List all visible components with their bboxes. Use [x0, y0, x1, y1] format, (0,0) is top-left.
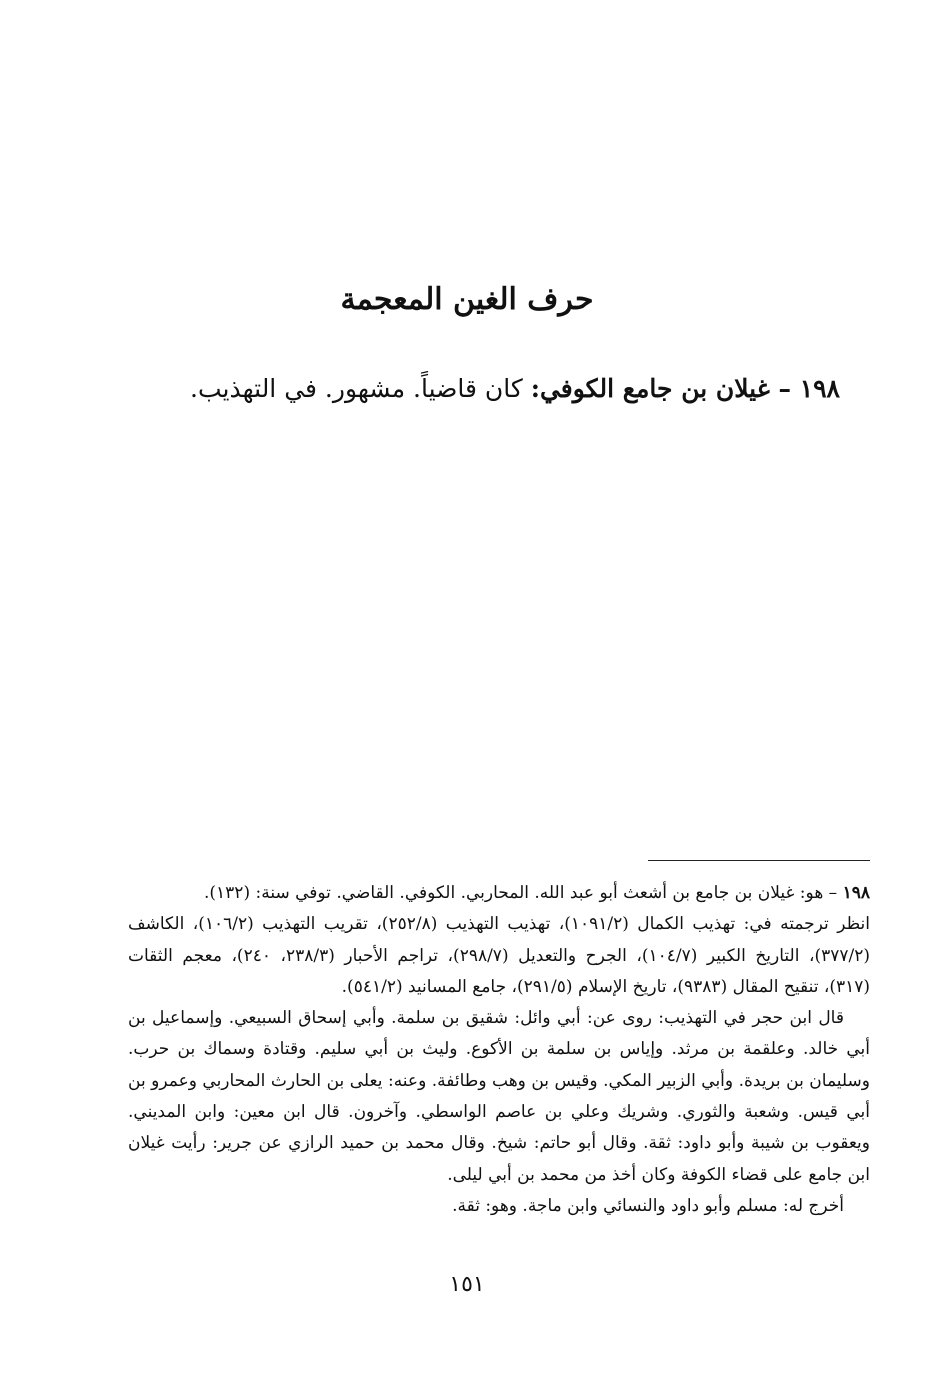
footnote-number: ١٩٨	[842, 883, 870, 903]
footnote-paragraph-2: انظر ترجمته في: تهذيب الكمال (١٠٩١/٢)، تهذيب التهذيب (٢٥٢/٨)، تقريب التهذيب (١٠٦/٢)، الكاشف (٣٧٧/٢)، التاريخ الكبير (١٠٤/٧)، الجرح والتعديل (٢٩٨/٧)، تراجم الأحبار (٢٣٨/٣، ٢٤٠)، معجم الثقات (٣١٧)، تنقيح المقال (٩٣٨٣)، تاريخ الإسلام (٢٩١/٥)، جامع المسانيد (٥٤١/٢).	[128, 914, 871, 997]
chapter-heading: حرف الغين المعجمة	[340, 282, 594, 317]
page-number: ١٥١	[449, 1272, 485, 1297]
footnote-dash: –	[823, 883, 843, 903]
footnote-separator	[648, 860, 870, 861]
entry-dash: –	[769, 374, 800, 403]
footnote-paragraph-3: قال ابن حجر في التهذيب: روى عن: أبي وائل: شقيق بن سلمة. وأبي إسحاق السبيعي. وإسماعيل بن أبي خالد. وعلقمة بن مرثد. وإياس بن سلمة بن الأكوع. وليث بن أبي سليم. وقتادة وسماك بن حرب. وسليمان بن بريدة. وأبي الزبير المكي. وقيس بن وهب وطائفة. وعنه: يعلى بن الحارث المحاربي وعمرو بن أبي قيس. وشعبة والثوري. وشريك وعلي بن عاصم الواسطي. وآخرون. قال ابن معين: وابن المديني. ويعقوب بن شيبة وأبو داود: ثقة. وقال أبو حاتم: شيخ. وقال محمد بن حميد الرازي عن جرير: رأيت غيلان ابن جامع على قضاء الكوفة وكان أخذ من محمد بن أبي ليلى.	[128, 1008, 870, 1185]
entry-name: غيلان بن جامع الكوفي:	[530, 374, 770, 403]
entry-text: كان قاضياً. مشهور. في التهذيب.	[190, 374, 531, 403]
entry-number: ١٩٨	[799, 374, 840, 403]
main-entry	[120, 370, 840, 408]
footnotes	[128, 878, 870, 1222]
footnote-text-1: هو: غيلان بن جامع بن أشعث أبو عبد الله. المحاربي. الكوفي. القاضي. توفي سنة: (١٣٢).	[204, 883, 824, 903]
footnote-paragraph-4: أخرج له: مسلم وأبو داود والنسائي وابن ماجة. وهو: ثقة.	[452, 1195, 844, 1216]
footnote-paragraph-1	[128, 878, 870, 909]
